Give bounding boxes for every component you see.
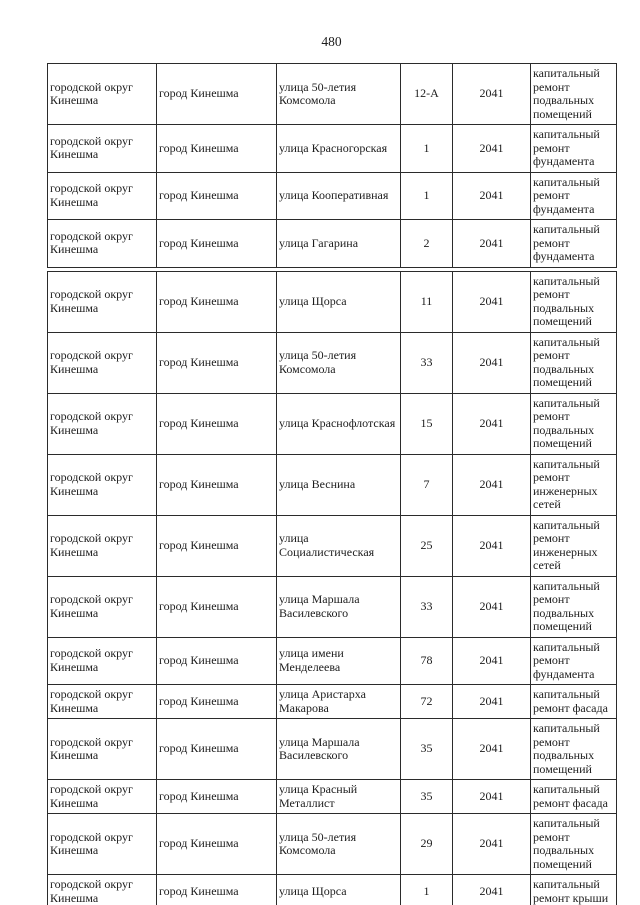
cell-city: город Кинешма bbox=[157, 719, 277, 780]
cell-work-type: капитальный ремонт инженерных сетей bbox=[531, 515, 617, 576]
cell-street: улица 50-летия Комсомола bbox=[277, 332, 401, 393]
table-row bbox=[48, 125, 617, 173]
cell-work-type: капитальный ремонт подвальных помещений bbox=[531, 64, 617, 125]
cell-year: 2041 bbox=[453, 332, 531, 393]
cell-municipality: городской округ Кинешма bbox=[48, 64, 157, 125]
cell-municipality: городской округ Кинешма bbox=[48, 172, 157, 220]
cell-work-type: капитальный ремонт крыши bbox=[531, 875, 617, 905]
table-row bbox=[48, 172, 617, 220]
cell-city: город Кинешма bbox=[157, 515, 277, 576]
cell-city: город Кинешма bbox=[157, 332, 277, 393]
cell-municipality: городской округ Кинешма bbox=[48, 780, 157, 814]
cell-year: 2041 bbox=[453, 780, 531, 814]
cell-house-number: 72 bbox=[401, 685, 453, 719]
cell-street: улица Социалистическая bbox=[277, 515, 401, 576]
cell-work-type: капитальный ремонт инженерных сетей bbox=[531, 454, 617, 515]
table-row bbox=[48, 332, 617, 393]
cell-year: 2041 bbox=[453, 454, 531, 515]
cell-year: 2041 bbox=[453, 125, 531, 173]
cell-work-type: капитальный ремонт подвальных помещений bbox=[531, 271, 617, 332]
cell-street: улица Аристарха Макарова bbox=[277, 685, 401, 719]
table-row bbox=[48, 637, 617, 685]
cell-house-number: 7 bbox=[401, 454, 453, 515]
cell-street: улица 50-летия Комсомола bbox=[277, 814, 401, 875]
cell-municipality: городской округ Кинешма bbox=[48, 515, 157, 576]
cell-municipality: городской округ Кинешма bbox=[48, 637, 157, 685]
cell-house-number: 29 bbox=[401, 814, 453, 875]
table-row bbox=[48, 576, 617, 637]
cell-street: улица Щорса bbox=[277, 875, 401, 905]
cell-year: 2041 bbox=[453, 719, 531, 780]
cell-house-number: 35 bbox=[401, 780, 453, 814]
cell-city: город Кинешма bbox=[157, 172, 277, 220]
cell-municipality: городской округ Кинешма bbox=[48, 576, 157, 637]
table-row bbox=[48, 515, 617, 576]
cell-municipality: городской округ Кинешма bbox=[48, 719, 157, 780]
cell-municipality: городской округ Кинешма bbox=[48, 220, 157, 268]
cell-work-type: капитальный ремонт подвальных помещений bbox=[531, 814, 617, 875]
cell-work-type: капитальный ремонт фундамента bbox=[531, 125, 617, 173]
cell-year: 2041 bbox=[453, 172, 531, 220]
cell-year: 2041 bbox=[453, 875, 531, 905]
cell-house-number: 12-А bbox=[401, 64, 453, 125]
table-row bbox=[48, 454, 617, 515]
cell-street: улица Красногорская bbox=[277, 125, 401, 173]
cell-city: город Кинешма bbox=[157, 393, 277, 454]
cell-city: город Кинешма bbox=[157, 220, 277, 268]
cell-street: улица имени Менделеева bbox=[277, 637, 401, 685]
cell-house-number: 2 bbox=[401, 220, 453, 268]
cell-street: улица 50-летия Комсомола bbox=[277, 64, 401, 125]
cell-year: 2041 bbox=[453, 685, 531, 719]
cell-city: город Кинешма bbox=[157, 685, 277, 719]
cell-city: город Кинешма bbox=[157, 814, 277, 875]
cell-year: 2041 bbox=[453, 814, 531, 875]
cell-street: улица Гагарина bbox=[277, 220, 401, 268]
cell-municipality: городской округ Кинешма bbox=[48, 685, 157, 719]
cell-municipality: городской округ Кинешма bbox=[48, 393, 157, 454]
cell-house-number: 78 bbox=[401, 637, 453, 685]
cell-house-number: 1 bbox=[401, 875, 453, 905]
cell-work-type: капитальный ремонт фасада bbox=[531, 685, 617, 719]
cell-year: 2041 bbox=[453, 220, 531, 268]
cell-year: 2041 bbox=[453, 271, 531, 332]
cell-city: город Кинешма bbox=[157, 780, 277, 814]
cell-year: 2041 bbox=[453, 576, 531, 637]
cell-city: город Кинешма bbox=[157, 271, 277, 332]
cell-house-number: 33 bbox=[401, 332, 453, 393]
cell-work-type: капитальный ремонт фасада bbox=[531, 780, 617, 814]
cell-house-number: 11 bbox=[401, 271, 453, 332]
cell-house-number: 15 bbox=[401, 393, 453, 454]
cell-work-type: капитальный ремонт подвальных помещений bbox=[531, 719, 617, 780]
cell-street: улица Щорса bbox=[277, 271, 401, 332]
table-row bbox=[48, 220, 617, 268]
table-row bbox=[48, 814, 617, 875]
cell-municipality: городской округ Кинешма bbox=[48, 454, 157, 515]
cell-street: улица Красный Металлист bbox=[277, 780, 401, 814]
cell-street: улица Краснофлотская bbox=[277, 393, 401, 454]
cell-house-number: 33 bbox=[401, 576, 453, 637]
cell-city: город Кинешма bbox=[157, 125, 277, 173]
cell-year: 2041 bbox=[453, 637, 531, 685]
cell-city: город Кинешма bbox=[157, 637, 277, 685]
table-row bbox=[48, 64, 617, 125]
cell-municipality: городской округ Кинешма bbox=[48, 814, 157, 875]
capital-repair-table-section-1 bbox=[47, 63, 617, 268]
cell-year: 2041 bbox=[453, 393, 531, 454]
cell-house-number: 1 bbox=[401, 125, 453, 173]
table-row bbox=[48, 685, 617, 719]
cell-municipality: городской округ Кинешма bbox=[48, 271, 157, 332]
cell-house-number: 25 bbox=[401, 515, 453, 576]
table-row bbox=[48, 875, 617, 905]
cell-street: улица Маршала Василевского bbox=[277, 576, 401, 637]
cell-city: город Кинешма bbox=[157, 454, 277, 515]
capital-repair-table-section-2 bbox=[47, 271, 617, 905]
cell-year: 2041 bbox=[453, 64, 531, 125]
cell-work-type: капитальный ремонт фундамента bbox=[531, 220, 617, 268]
table-row bbox=[48, 780, 617, 814]
page-number: 480 bbox=[321, 34, 342, 49]
cell-municipality: городской округ Кинешма bbox=[48, 332, 157, 393]
cell-house-number: 1 bbox=[401, 172, 453, 220]
table-row bbox=[48, 271, 617, 332]
cell-house-number: 35 bbox=[401, 719, 453, 780]
cell-work-type: капитальный ремонт фундамента bbox=[531, 172, 617, 220]
cell-work-type: капитальный ремонт подвальных помещений bbox=[531, 332, 617, 393]
cell-street: улица Кооперативная bbox=[277, 172, 401, 220]
cell-street: улица Веснина bbox=[277, 454, 401, 515]
table-row bbox=[48, 393, 617, 454]
table-row bbox=[48, 719, 617, 780]
cell-work-type: капитальный ремонт подвальных помещений bbox=[531, 576, 617, 637]
cell-municipality: городской округ Кинешма bbox=[48, 875, 157, 905]
cell-year: 2041 bbox=[453, 515, 531, 576]
cell-city: город Кинешма bbox=[157, 576, 277, 637]
cell-municipality: городской округ Кинешма bbox=[48, 125, 157, 173]
cell-work-type: капитальный ремонт подвальных помещений bbox=[531, 393, 617, 454]
cell-city: город Кинешма bbox=[157, 875, 277, 905]
cell-city: город Кинешма bbox=[157, 64, 277, 125]
cell-street: улица Маршала Василевского bbox=[277, 719, 401, 780]
cell-work-type: капитальный ремонт фундамента bbox=[531, 637, 617, 685]
